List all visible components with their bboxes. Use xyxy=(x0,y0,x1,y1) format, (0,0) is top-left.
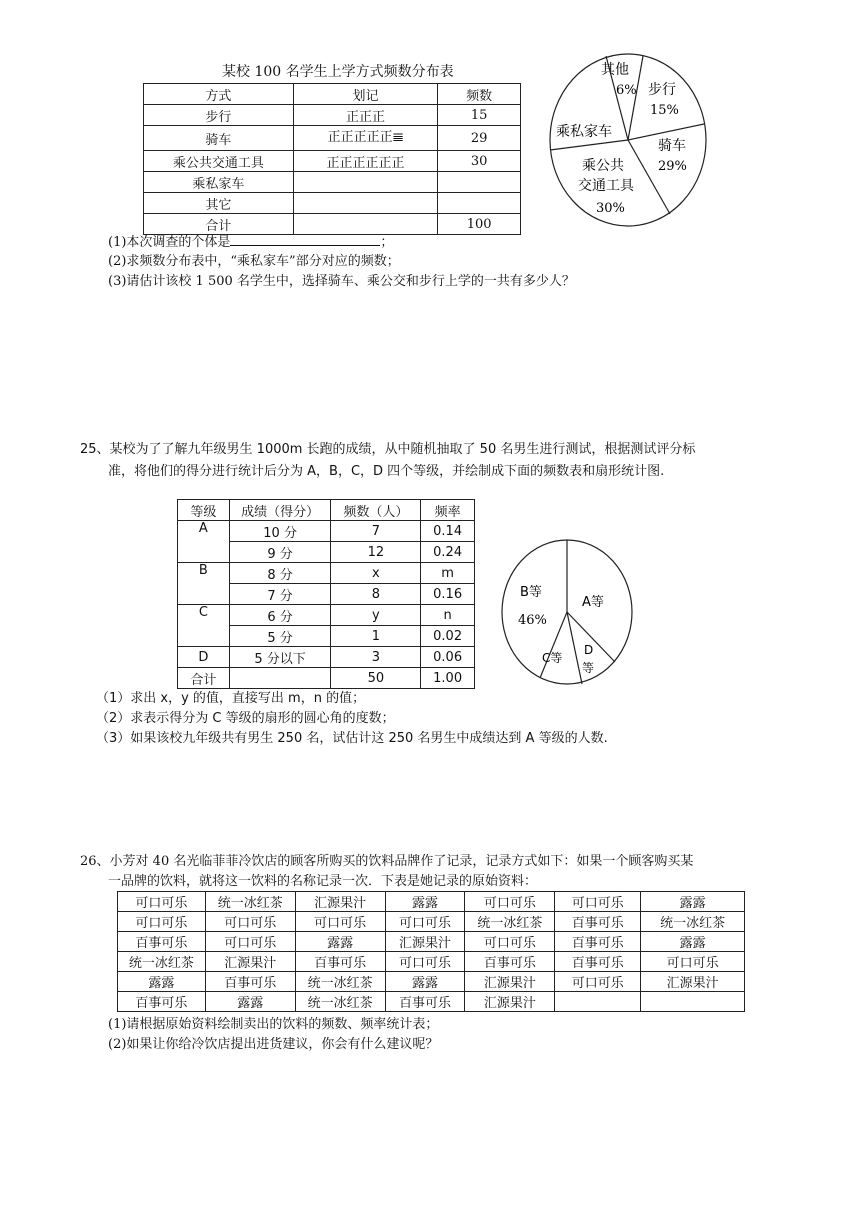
q24-question-2: (2)求频数分布表中，“乘私家车”部分对应的频数； xyxy=(108,254,400,269)
q24-cell: 乘私家车 xyxy=(144,172,294,193)
q26-cell: 可口可乐 xyxy=(641,952,745,972)
q24-frequency-table xyxy=(143,83,521,235)
q26-question-2: (2)如果让你给冷饮店提出进货建议，你会有什么建议呢？ xyxy=(108,1037,439,1052)
q26-cell: 汇源果汁 xyxy=(465,972,555,992)
q25-pie-divider xyxy=(567,612,582,684)
q25-total xyxy=(229,668,331,689)
q25-cell: 5 分 xyxy=(229,626,331,647)
q25-intro-line1: 25、某校为了了解九年级男生 1000m 长跑的成绩，从中随机抽取了 50 名男生进行测试，根据测试评分标 xyxy=(80,442,696,457)
q25-grade: C xyxy=(178,605,230,647)
q24-cell: 骑车 xyxy=(144,126,294,151)
q25-pie-label-b-pct: 46% xyxy=(518,613,547,628)
q25-cell: m xyxy=(421,563,475,584)
q25-pie-label-d: 等 xyxy=(582,661,595,675)
q26-cell: 统一冰红茶 xyxy=(465,912,555,932)
q25-cell: 0.02 xyxy=(421,626,475,647)
q26-cell: 可口可乐 xyxy=(295,912,385,932)
q24-cell: 乘公共交通工具 xyxy=(144,151,294,172)
q25-pie-label-d: D xyxy=(584,643,594,657)
q24-cell xyxy=(438,172,521,193)
q25-header: 等级 xyxy=(178,500,230,521)
q25-pie-label-a: A等 xyxy=(582,595,604,610)
q26-cell: 统一冰红茶 xyxy=(118,952,206,972)
q26-cell xyxy=(641,992,745,1012)
q25-cell: 0.14 xyxy=(421,521,475,542)
q26-cell: 可口可乐 xyxy=(465,892,555,912)
q26-cell: 百事可乐 xyxy=(465,952,555,972)
q26-cell: 可口可乐 xyxy=(385,952,465,972)
q24-pie-label-walk: 步行 xyxy=(648,82,676,98)
q25-cell: 0.16 xyxy=(421,584,475,605)
q25-pie-chart xyxy=(500,538,635,688)
q25-cell: 5 分以下 xyxy=(229,647,331,668)
q26-question-1: (1)请根据原始资料绘制卖出的饮料的频数、频率统计表； xyxy=(108,1017,439,1032)
q24-cell xyxy=(438,193,521,214)
q26-cell: 汇源果汁 xyxy=(641,972,745,992)
q26-cell: 汇源果汁 xyxy=(385,932,465,952)
q26-intro-line1: 26、小芳对 40 名光临菲菲冷饮店的顾客所购买的饮料品牌作了记录，记录方式如下：如果一个顾客购买某 xyxy=(80,854,694,869)
q24-pie-chart xyxy=(548,52,713,227)
q24-cell: 29 xyxy=(438,126,521,151)
q26-cell: 百事可乐 xyxy=(555,952,641,972)
q24-pie-label-walk-pct: 15% xyxy=(650,103,679,118)
q26-cell xyxy=(555,992,641,1012)
q26-cell: 露露 xyxy=(385,892,465,912)
q25-cell: 8 xyxy=(331,584,421,605)
q26-cell: 可口可乐 xyxy=(385,912,465,932)
q24-cell xyxy=(293,172,438,193)
q26-cell: 可口可乐 xyxy=(118,912,206,932)
q26-cell: 露露 xyxy=(295,932,385,952)
q25-total: 1.00 xyxy=(421,668,475,689)
q25-cell: x xyxy=(331,563,421,584)
q26-intro-line2: 一品牌的饮料，就将这一饮料的名称记录一次．下表是她记录的原始资料： xyxy=(108,874,538,889)
q25-cell: 7 xyxy=(331,521,421,542)
q25-cell: n xyxy=(421,605,475,626)
q24-pie-label-other-pct: 6% xyxy=(616,83,637,98)
q26-cell: 露露 xyxy=(641,932,745,952)
q24-cell xyxy=(293,193,438,214)
q26-cell: 可口可乐 xyxy=(205,932,295,952)
q26-cell: 可口可乐 xyxy=(555,892,641,912)
q24-cell: 正正正正正正 xyxy=(293,151,438,172)
q25-cell: 6 分 xyxy=(229,605,331,626)
q24-pie-label-bus: 交通工具 xyxy=(578,178,634,194)
q25-question-2: （2）求表示得分为 C 等级的扇形的圆心角的度数； xyxy=(96,711,395,726)
q25-header: 频数（人） xyxy=(331,500,421,521)
q24-header-method: 方式 xyxy=(144,84,294,105)
q24-cell: 步行 xyxy=(144,105,294,126)
q24-cell: 其它 xyxy=(144,193,294,214)
q26-cell: 统一冰红茶 xyxy=(641,912,745,932)
q26-raw-data-table xyxy=(117,891,745,1012)
q26-cell: 百事可乐 xyxy=(118,992,206,1012)
q26-cell: 百事可乐 xyxy=(295,952,385,972)
q24-header-tally: 划记 xyxy=(293,84,438,105)
q26-cell: 露露 xyxy=(205,992,295,1012)
q26-cell: 露露 xyxy=(118,972,206,992)
q25-cell: 3 xyxy=(331,647,421,668)
q25-cell: 0.06 xyxy=(421,647,475,668)
q25-header: 成绩（得分） xyxy=(229,500,331,521)
q25-cell: 0.24 xyxy=(421,542,475,563)
q24-pie-divider xyxy=(550,140,628,150)
q25-cell: 10 分 xyxy=(229,521,331,542)
q24-question-1: (1)本次调查的个体是 ； xyxy=(108,232,393,253)
q25-frequency-table xyxy=(177,499,475,689)
q25-pie-label-c: C等 xyxy=(542,651,563,665)
q24-pie-label-ride-pct: 29% xyxy=(658,159,687,174)
q24-cell: 合计 xyxy=(144,214,294,235)
q26-cell: 汇源果汁 xyxy=(205,952,295,972)
q26-cell: 统一冰红茶 xyxy=(295,992,385,1012)
q24-pie-label-car: 乘私家车 xyxy=(556,124,612,140)
q25-header: 频率 xyxy=(421,500,475,521)
q24-pie-label-bus: 乘公共 xyxy=(582,158,624,174)
q25-cell: 1 xyxy=(331,626,421,647)
q25-grade: A xyxy=(178,521,230,563)
q25-cell: 12 xyxy=(331,542,421,563)
q24-cell-tally: 正正正正正𝍣 xyxy=(293,126,438,151)
q24-question-3: (3)请估计该校 1 500 名学生中，选择骑车、乘公交和步行上学的一共有多少人？ xyxy=(108,274,575,289)
q24-pie-label-ride: 骑车 xyxy=(658,138,686,154)
q24-pie-divider xyxy=(628,56,643,140)
q24-pie-label-other: 其他 xyxy=(601,62,629,78)
q25-intro-line2: 准，将他们的得分进行统计后分为 A，B，C，D 四个等级，并绘制成下面的频数表和扇形统计图. xyxy=(108,464,665,479)
q25-pie-label-b: B等 xyxy=(520,585,542,600)
q26-cell: 露露 xyxy=(641,892,745,912)
q26-cell: 可口可乐 xyxy=(205,912,295,932)
q26-cell: 露露 xyxy=(385,972,465,992)
q24-pie-label-bus-pct: 30% xyxy=(596,201,625,216)
q25-cell: 9 分 xyxy=(229,542,331,563)
q26-cell: 百事可乐 xyxy=(555,932,641,952)
q24-cell: 100 xyxy=(438,214,521,235)
q26-cell: 统一冰红茶 xyxy=(295,972,385,992)
q26-cell: 汇源果汁 xyxy=(465,992,555,1012)
q24-header-frequency: 频数 xyxy=(438,84,521,105)
q26-cell: 可口可乐 xyxy=(465,932,555,952)
q25-cell: 7 分 xyxy=(229,584,331,605)
q24-cell: 15 xyxy=(438,105,521,126)
q26-cell: 统一冰红茶 xyxy=(205,892,295,912)
q25-total: 合计 xyxy=(178,668,230,689)
q26-cell: 百事可乐 xyxy=(385,992,465,1012)
q24-cell: 30 xyxy=(438,151,521,172)
q26-cell: 百事可乐 xyxy=(555,912,641,932)
q25-question-3: （3）如果该校九年级共有男生 250 名，试估计这 250 名男生中成绩达到 A 等级的人数. xyxy=(96,731,608,746)
q25-grade: D xyxy=(178,647,230,668)
answer-blank[interactable] xyxy=(230,232,380,246)
q26-cell: 汇源果汁 xyxy=(295,892,385,912)
q26-cell: 可口可乐 xyxy=(118,892,206,912)
q26-cell: 百事可乐 xyxy=(118,932,206,952)
q26-cell: 百事可乐 xyxy=(205,972,295,992)
q26-cell: 可口可乐 xyxy=(555,972,641,992)
q25-cell: y xyxy=(331,605,421,626)
q24-table-title: 某校 100 名学生上学方式频数分布表 xyxy=(222,64,454,80)
q25-grade: B xyxy=(178,563,230,605)
q25-cell: 8 分 xyxy=(229,563,331,584)
q24-cell: 正正正 xyxy=(293,105,438,126)
q25-question-1: （1）求出 x，y 的值，直接写出 m，n 的值； xyxy=(96,691,366,706)
q25-total: 50 xyxy=(331,668,421,689)
